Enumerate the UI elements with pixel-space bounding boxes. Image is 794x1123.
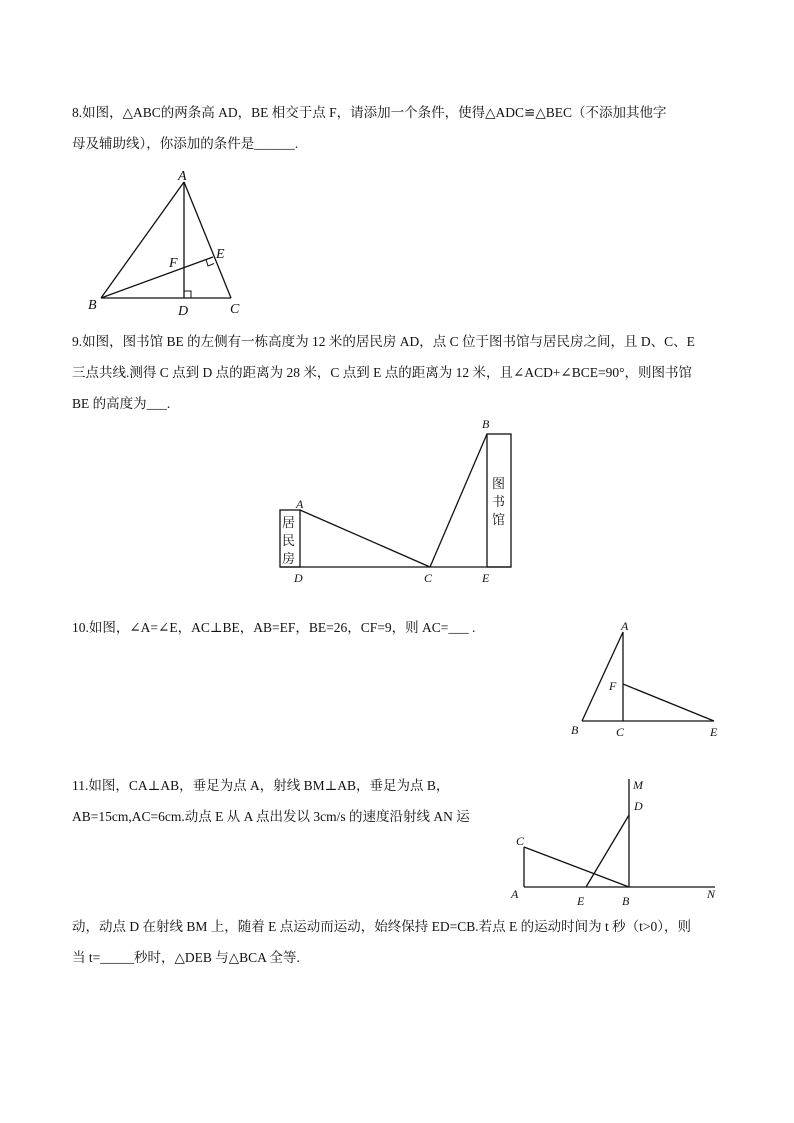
q10-label-F: F [609, 679, 617, 693]
q8-right-angle-D [184, 291, 191, 298]
q10-label-C: C [616, 725, 625, 739]
q8-label-A: A [178, 169, 187, 184]
q9-house-char-1: 居 [282, 515, 296, 530]
q9-label-C: C [424, 571, 433, 585]
q11-text-line4: 当 t=_____秒时，△DEB 与△BCA 全等. [72, 950, 300, 965]
q11-segment-CB [524, 847, 629, 887]
q10-text-line1: 10.如图，∠A=∠E，AC⊥BE，AB=EF，BE=26，CF=9，则 AC=___ . [72, 620, 476, 635]
q9-library-char-1: 图 [492, 476, 506, 491]
q11-label-E: E [577, 894, 585, 908]
q8-label-B: B [88, 298, 97, 313]
q11-text-line1: 11.如图，CA⊥AB，垂足为点 A，射线 BM⊥AB，垂足为点 B， [72, 778, 450, 793]
q8-side-AC [184, 182, 231, 298]
q8-label-E: E [216, 247, 225, 262]
q10-figure [565, 617, 730, 743]
q11-label-N: N [707, 887, 716, 901]
q11-label-B: B [622, 894, 630, 908]
q9-label-B: B [482, 417, 490, 431]
q10-label-E: E [710, 725, 718, 739]
q11-segment-ED [586, 815, 629, 887]
q10-line-FE [623, 684, 714, 721]
q11-label-D: D [634, 799, 643, 813]
q9-house-char-3: 房 [282, 551, 296, 566]
q9-label-D: D [294, 571, 303, 585]
q9-text-line3: BE 的高度为___. [72, 396, 171, 411]
q8-figure [80, 165, 260, 320]
q9-text-line1: 9.如图，图书馆 BE 的左侧有一栋高度为 12 米的居民房 AD，点 C 位于图书馆与居民房之间，且 D、C、E [72, 334, 695, 349]
q8-side-AB [101, 182, 184, 298]
q10-label-B: B [571, 723, 579, 737]
q9-line-CB [430, 434, 487, 567]
q8-text-line1: 8.如图，△ABC的两条高 AD，BE 相交于点 F，请添加一个条件，使得△ADC≌△BEC（不添加其他字 [72, 105, 667, 120]
q11-text-line3: 动，动点 D 在射线 BM 上，随着 E 点运动而运动，始终保持 ED=CB.若点 E 的运动时间为 t 秒（t>0），则 [72, 919, 691, 934]
q9-library-char-3: 馆 [492, 512, 506, 527]
q9-line-AC [300, 510, 430, 567]
q9-figure [270, 412, 530, 590]
q8-altitude-BE [101, 257, 213, 298]
q11-label-A: A [511, 887, 519, 901]
q9-text-line2: 三点共线.测得 C 点到 D 点的距离为 28 米，C 点到 E 点的距离为 12 米，且∠ACD+∠BCE=90°，则图书馆 [72, 365, 693, 380]
q8-label-F: F [169, 256, 178, 271]
q8-label-C: C [230, 302, 240, 317]
q10-side-AB [582, 632, 623, 721]
q11-text-line2: AB=15cm,AC=6cm.动点 E 从 A 点出发以 3cm/s 的速度沿射线 AN 运 [72, 809, 470, 824]
q10-label-A: A [621, 619, 629, 633]
q11-label-C: C [516, 834, 525, 848]
q9-label-A: A [296, 497, 304, 511]
q8-text-line2: 母及辅助线），你添加的条件是______. [72, 136, 299, 151]
q8-label-D: D [178, 304, 189, 319]
q9-library-char-2: 书 [492, 494, 506, 509]
q11-label-M: M [633, 778, 643, 792]
q11-figure [505, 772, 725, 910]
q9-label-E: E [482, 571, 490, 585]
q9-house-char-2: 民 [282, 533, 296, 548]
q8-right-angle-E [206, 260, 214, 267]
